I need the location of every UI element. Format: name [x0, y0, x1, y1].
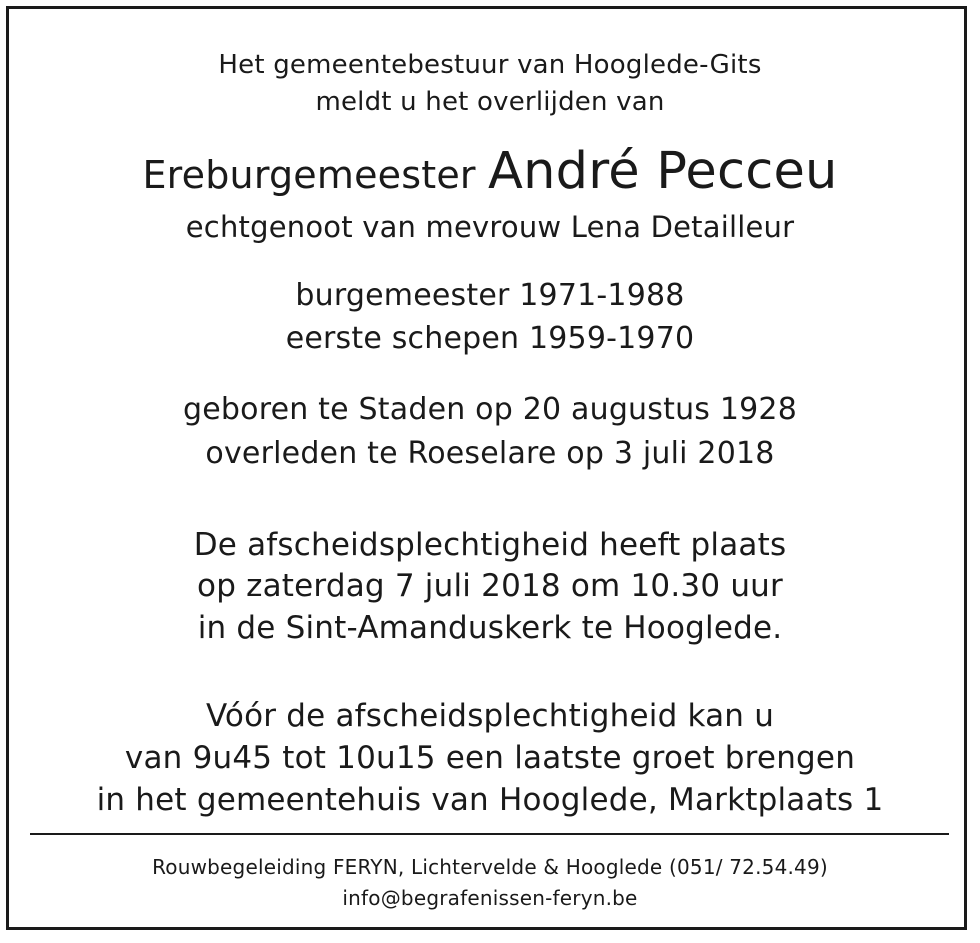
deceased-name: André Pecceu	[488, 142, 838, 201]
intro-line-2: meldt u het overlijden van	[315, 87, 665, 117]
funeral-director-line: Rouwbegeleiding FERYN, Lichtervelde & Hooglede (051/ 72.54.49)	[152, 855, 828, 879]
visitation-line-2: van 9u45 tot 10u15 een laatste groet brengen	[124, 740, 856, 776]
visitation-line-1: Vóór de afscheidsplechtigheid kan u	[205, 698, 775, 734]
visitation-line-3: in het gemeentehuis van Hooglede, Marktplaats 1	[96, 782, 884, 818]
ceremony-line-1: De afscheidsplechtigheid heeft plaats	[193, 527, 787, 563]
role-alderman: eerste schepen 1959-1970	[285, 321, 695, 356]
intro-line-1: Het gemeentebestuur van Hooglede-Gits	[218, 50, 762, 80]
ceremony-line-2: op zaterdag 7 juli 2018 om 10.30 uur	[197, 568, 783, 604]
role-mayor: burgemeester 1971-1988	[295, 278, 685, 313]
spouse-line: echtgenoot van mevrouw Lena Detailleur	[185, 210, 795, 244]
footer-divider	[30, 833, 949, 835]
birth-line: geboren te Staden op 20 augustus 1928	[183, 392, 797, 427]
ceremony-line-3: in de Sint-Amanduskerk te Hooglede.	[197, 610, 783, 646]
death-line: overleden te Roeselare op 3 juli 2018	[205, 436, 775, 471]
funeral-director-email: info@begrafenissen-feryn.be	[342, 886, 638, 910]
title-prefix: Ereburgemeester	[142, 153, 476, 197]
deceased-title	[0, 142, 980, 201]
